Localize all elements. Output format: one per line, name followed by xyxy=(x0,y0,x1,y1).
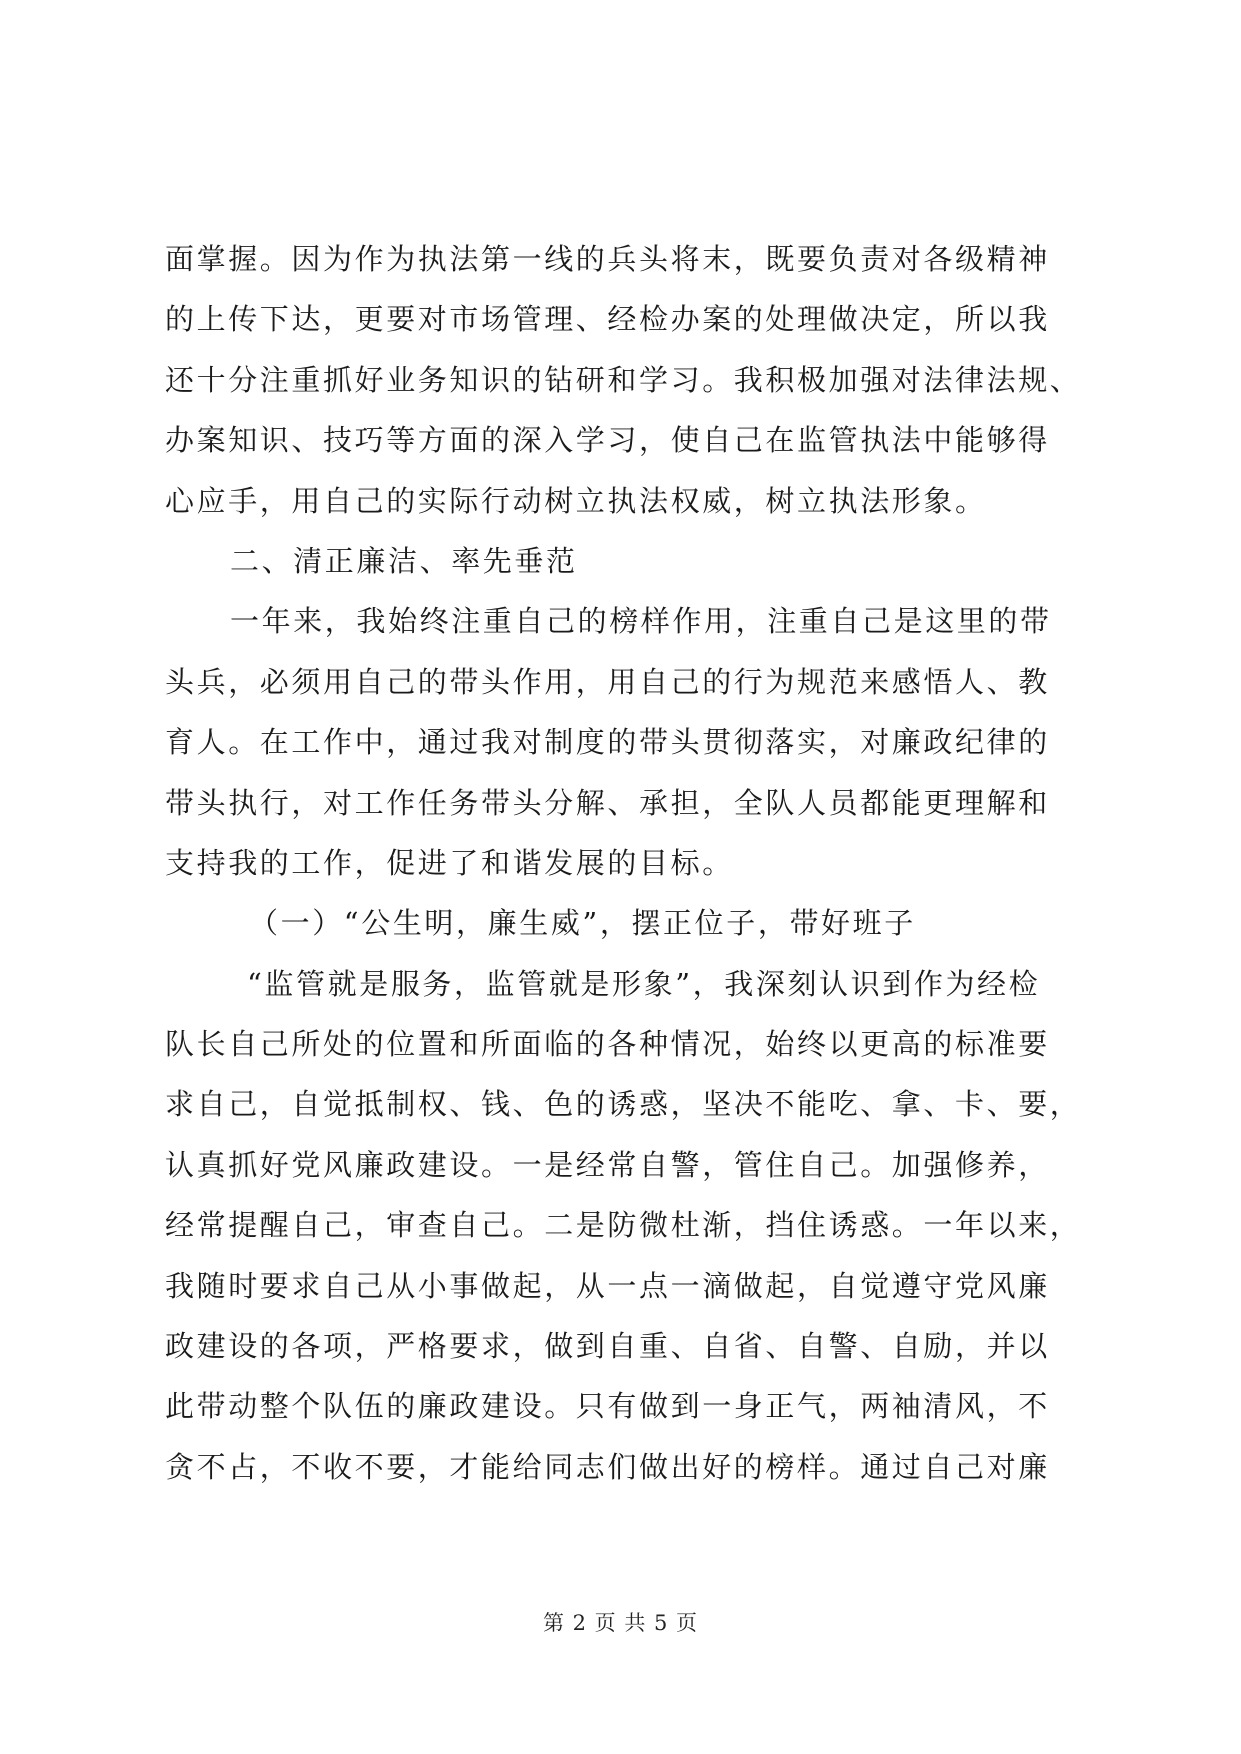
section-heading: 二、清正廉洁、率先垂范 xyxy=(230,543,578,578)
paragraph-line: “监管就是服务，监管就是形象”，我深刻认识到作为经检 xyxy=(247,966,1041,1001)
paragraph-line: 的上传下达，更要对市场管理、经检办案的处理做决定，所以我 xyxy=(165,302,1050,337)
paragraph-line: 政建设的各项，严格要求，做到自重、自省、自警、自励，并以 xyxy=(165,1329,1050,1364)
paragraph-line: 经常提醒自己，审查自己。二是防微杜渐，挡住诱惑。一年以来， xyxy=(165,1208,1082,1243)
subsection-heading: （一）“公生明，廉生威”，摆正位子，带好班子 xyxy=(249,906,916,941)
document-body xyxy=(165,229,1125,1497)
paragraph-line: 此带动整个队伍的廉政建设。只有做到一身正气，两袖清风，不 xyxy=(165,1389,1050,1424)
page-number-footer: 第 2 页 共 5 页 xyxy=(542,1611,699,1635)
paragraph-line: 带头执行，对工作任务带头分解、承担，全队人员都能更理解和 xyxy=(165,785,1050,820)
paragraph-line: 心应手，用自己的实际行动树立执法权威，树立执法形象。 xyxy=(165,483,987,518)
paragraph-line: 认真抓好党风廉政建设。一是经常自警，管住自己。加强修养， xyxy=(165,1147,1050,1182)
paragraph-line: 队长自己所处的位置和所面临的各种情况，始终以更高的标准要 xyxy=(165,1027,1050,1062)
paragraph-line: 求自己，自觉抵制权、钱、色的诱惑，坚决不能吃、拿、卡、要， xyxy=(165,1087,1082,1122)
paragraph-line: 育人。在工作中，通过我对制度的带头贯彻落实，对廉政纪律的 xyxy=(165,725,1050,760)
paragraph-line: 头兵，必须用自己的带头作用，用自己的行为规范来感悟人、教 xyxy=(165,664,1050,699)
paragraph-line: 一年来，我始终注重自己的榜样作用，注重自己是这里的带 xyxy=(230,604,1052,639)
paragraph-line: 办案知识、技巧等方面的深入学习，使自己在监管执法中能够得 xyxy=(165,423,1050,458)
paragraph-line: 我随时要求自己从小事做起，从一点一滴做起，自觉遵守党风廉 xyxy=(165,1268,1050,1303)
paragraph-line: 面掌握。因为作为执法第一线的兵头将末，既要负责对各级精神 xyxy=(165,242,1050,276)
paragraph-line: 还十分注重抓好业务知识的钻研和学习。我积极加强对法律法规、 xyxy=(165,362,1082,397)
paragraph-line: 支持我的工作，促进了和谐发展的目标。 xyxy=(165,845,734,880)
paragraph-line: 贪不占，不收不要，才能给同志们做出好的榜样。通过自己对廉 xyxy=(165,1449,1050,1484)
